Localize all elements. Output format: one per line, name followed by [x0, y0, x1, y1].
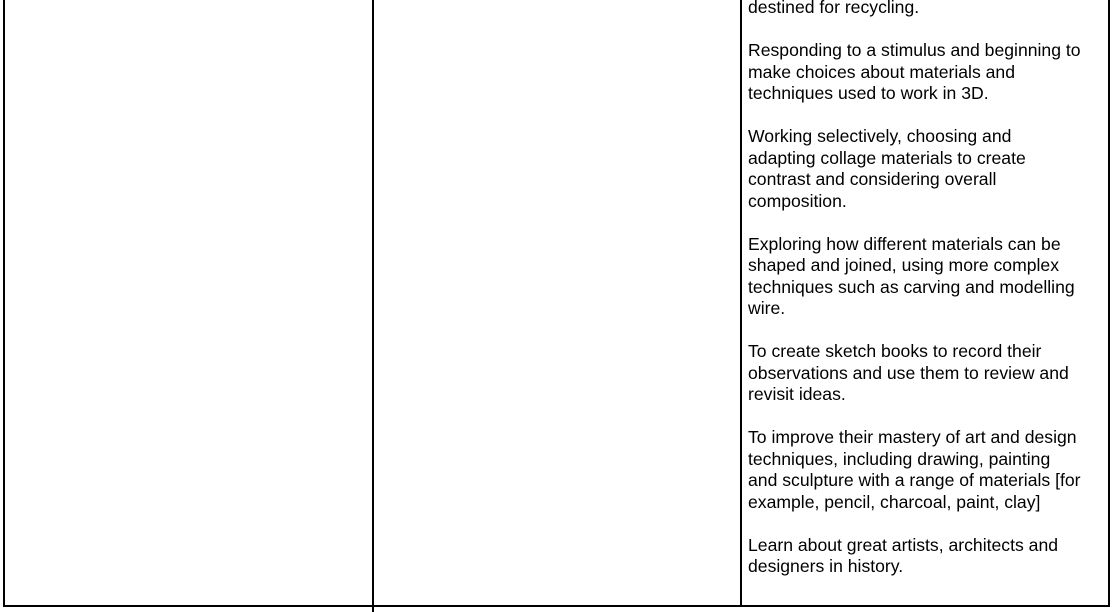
paragraph-mastery: To improve their mastery of art and design techniques, including drawing, painting and sculpture with a range of materials [for example, pencil, charcoal, paint, clay] — [748, 427, 1081, 512]
table-cell-column-1 — [5, 0, 374, 605]
next-row-border — [372, 605, 374, 612]
paragraph-stimulus-3d: Responding to a stimulus and beginning to make choices about materials and techniques used to work in 3D. — [748, 40, 1081, 103]
table-cell-column-2 — [374, 0, 742, 605]
table-cell-column-3 — [742, 0, 1108, 605]
paragraph-great-artists: Learn about great artists, architects and designers in history. — [748, 534, 1059, 576]
paragraph-sketch-books: To create sketch books to record their observations and use them to review and revisit ideas. — [748, 341, 1069, 404]
curriculum-table — [3, 0, 1110, 607]
paragraph-recycling: destined for recycling. — [748, 0, 920, 17]
paragraph-collage: Working selectively, choosing and adapting collage materials to create contrast and considering overall composition. — [748, 126, 1026, 211]
paragraph-materials-shaping: Exploring how different materials can be shaped and joined, using more complex techniques such as carving and modelling wire. — [748, 233, 1075, 318]
